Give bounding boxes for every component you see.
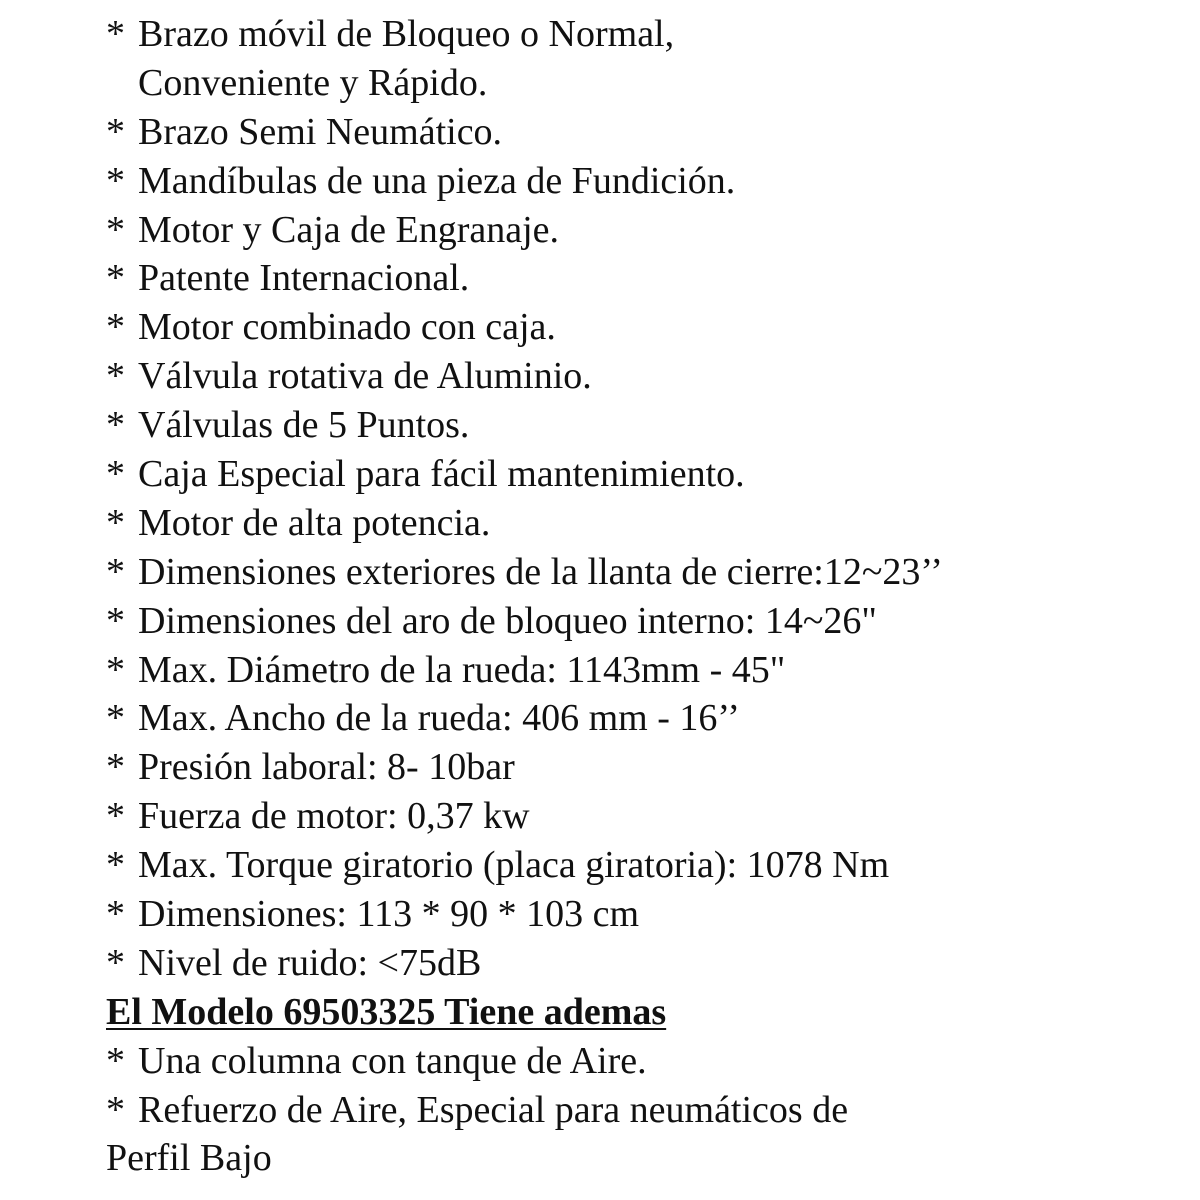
- item-text: Brazo móvil de Bloqueo o Normal,: [138, 13, 675, 55]
- item-text: Dimensiones exteriores de la llanta de cierre:12~23’’: [138, 550, 943, 593]
- feature-list: [106, 10, 1186, 988]
- bullet-asterisk: *: [106, 501, 125, 544]
- list-item: [106, 890, 1186, 939]
- list-item: [106, 352, 1186, 401]
- item-text: Refuerzo de Aire, Especial para neumáticos de: [138, 1088, 849, 1131]
- bullet-asterisk: *: [106, 453, 125, 496]
- model-extras-list: [106, 1037, 1186, 1135]
- list-item: [106, 743, 1186, 792]
- list-item: [106, 206, 1186, 255]
- item-text: Válvulas de 5 Puntos.: [138, 404, 470, 447]
- item-text: Max. Ancho de la rueda: 406 mm - 16’’: [138, 697, 740, 740]
- item-text: Fuerza de motor: 0,37 kw: [138, 795, 530, 838]
- item-text: Brazo Semi Neumático.: [138, 110, 503, 153]
- list-item: [106, 254, 1186, 303]
- bullet-asterisk: *: [106, 404, 125, 447]
- bullet-asterisk: *: [106, 746, 125, 789]
- model-heading: El Modelo 69503325 Tiene ademas: [106, 990, 667, 1033]
- list-item: [106, 108, 1186, 157]
- item-text: Motor y Caja de Engranaje.: [138, 208, 560, 251]
- list-item: [106, 939, 1186, 988]
- item-text: Patente Internacional.: [138, 257, 470, 300]
- bullet-asterisk: *: [106, 355, 125, 398]
- bullet-asterisk: *: [106, 941, 125, 984]
- list-item: [106, 499, 1186, 548]
- item-text: Nivel de ruido: <75dB: [138, 941, 482, 984]
- item-text: Max. Torque giratorio (placa giratoria): 1078 Nm: [138, 844, 890, 887]
- bullet-asterisk: *: [106, 648, 125, 691]
- bullet-asterisk: *: [106, 844, 125, 887]
- list-item: [106, 694, 1186, 743]
- list-item: [106, 157, 1186, 206]
- list-item-continuation: [106, 59, 1186, 108]
- list-item: [106, 792, 1186, 841]
- item-text: Motor de alta potencia.: [138, 501, 491, 544]
- bullet-asterisk: *: [106, 550, 125, 593]
- list-item: [106, 401, 1186, 450]
- list-item: [106, 450, 1186, 499]
- list-item: [106, 1086, 1186, 1135]
- item-text: Conveniente y Rápido.: [138, 61, 488, 104]
- bullet-asterisk: *: [106, 110, 125, 153]
- bullet-asterisk: *: [106, 257, 125, 300]
- item-text: Válvula rotativa de Aluminio.: [138, 355, 592, 398]
- bullet-asterisk: *: [106, 159, 125, 202]
- list-item: [106, 303, 1186, 352]
- item-text: Dimensiones del aro de bloqueo interno: 14~26": [138, 599, 877, 642]
- item-text: Mandíbulas de una pieza de Fundición.: [138, 159, 736, 202]
- bullet-asterisk: *: [106, 208, 125, 251]
- item-text: Caja Especial para fácil mantenimiento.: [138, 453, 745, 496]
- list-item: [106, 10, 1186, 59]
- bullet-asterisk: *: [106, 599, 125, 642]
- bullet-asterisk: *: [106, 893, 125, 936]
- list-item: [106, 597, 1186, 646]
- bullet-asterisk: *: [106, 697, 125, 740]
- bullet-asterisk: *: [106, 306, 125, 349]
- item-text: Max. Diámetro de la rueda: 1143mm - 45": [138, 648, 786, 691]
- list-item: [106, 1037, 1186, 1086]
- bullet-asterisk: *: [106, 795, 125, 838]
- bullet-asterisk: *: [106, 1039, 125, 1082]
- list-item: [106, 841, 1186, 890]
- bullet-asterisk: *: [106, 1088, 125, 1131]
- spec-document: [106, 10, 1186, 1183]
- bullet-asterisk: *: [106, 13, 125, 55]
- item-text: Presión laboral: 8- 10bar: [138, 746, 515, 789]
- trailing-text: Perfil Bajo: [106, 1137, 272, 1180]
- item-text: Una columna con tanque de Aire.: [138, 1039, 647, 1082]
- item-text: Motor combinado con caja.: [138, 306, 556, 349]
- item-text: Dimensiones: 113 * 90 * 103 cm: [138, 893, 639, 936]
- list-item: [106, 646, 1186, 695]
- list-item: [106, 548, 1186, 597]
